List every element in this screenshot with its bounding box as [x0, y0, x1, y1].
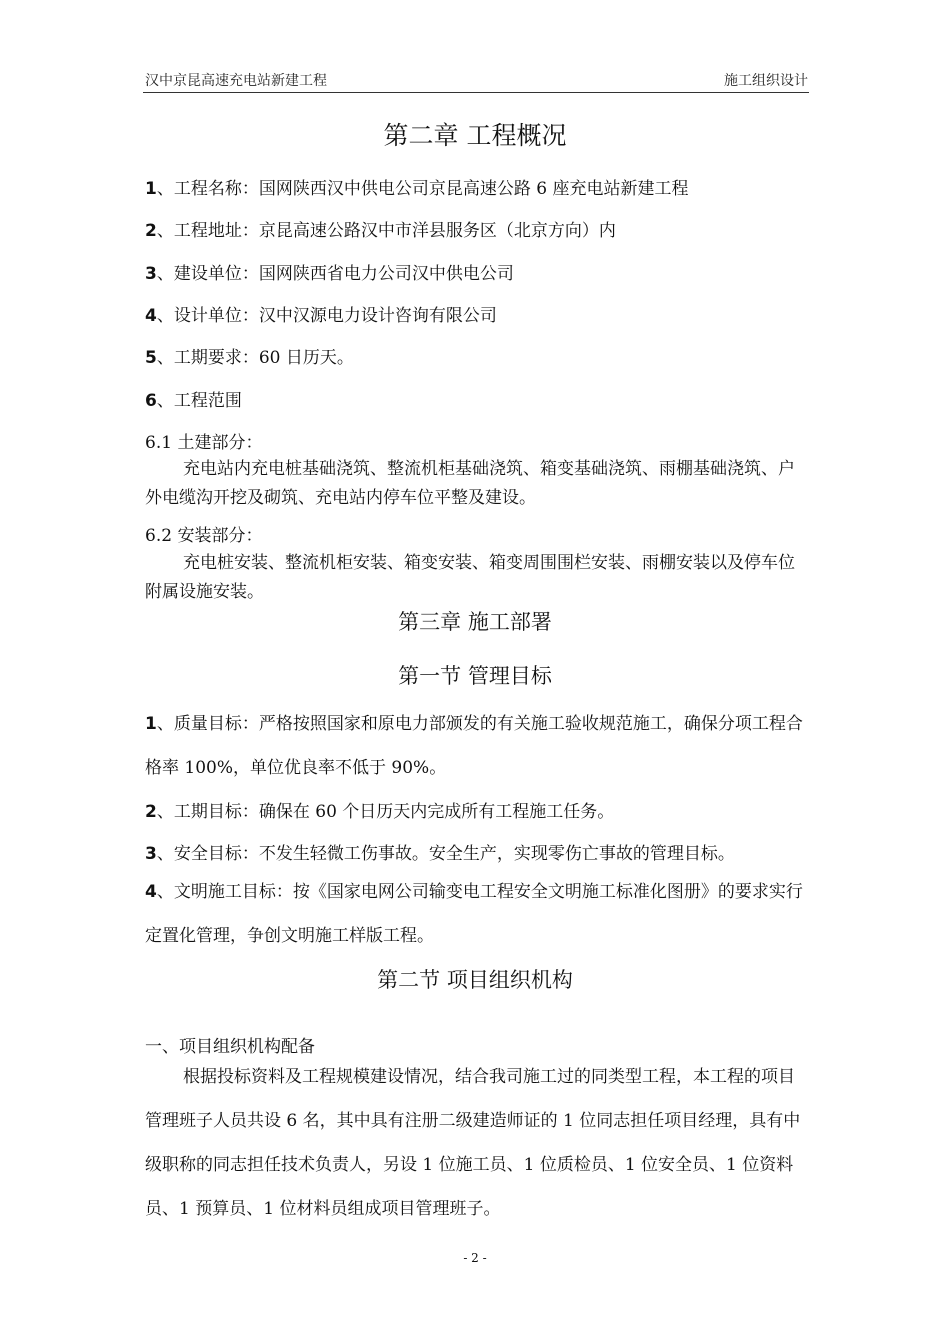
section1-title: 第一节 管理目标 [398, 664, 552, 688]
subsection-civil-body: 充电站内充电桩基础浇筑、整流机柜基础浇筑、箱变基础浇筑、雨棚基础浇筑、户外电缆沟开挖及砌筑、充电站内停车位平整及建设。 [145, 459, 795, 508]
chapter2-title: 第二章 工程概况 [383, 121, 567, 150]
goal-3 [145, 839, 735, 864]
goal-4 [145, 870, 810, 958]
item-text: 、设计单位：汉中汉源电力设计咨询有限公司 [156, 306, 497, 326]
item-text: 、工程范围 [156, 391, 242, 411]
item-text: 、工程名称：国网陕西汉中供电公司京昆高速公路 6 座充电站新建工程 [156, 179, 689, 199]
subsection-civil-title: 6.1 土建部分： [145, 433, 263, 453]
org-body: 根据投标资料及工程规模建设情况，结合我司施工过的同类型工程，本工程的项目管理班子人员共设 6 名，其中具有注册二级建造师证的 1 位同志担任项目经理，具有中级职称的同志担任技术负责人，另设 1 位施工员、1 位质检员、1 位安全员、1 位资料员、1 预算员、1 位材料员组成项目管理班子。 [145, 1067, 801, 1219]
chapter2-item-6 [145, 386, 242, 411]
goal-number: 2 [145, 802, 157, 822]
header-rule [143, 92, 809, 93]
item-number: 6 [145, 391, 157, 411]
header-right: 施工组织设计 [724, 73, 808, 89]
page-number: - 2 - [463, 1251, 487, 1265]
chapter2-item-1 [145, 174, 688, 199]
item-number: 1 [145, 179, 157, 199]
item-text: 、建设单位：国网陕西省电力公司汉中供电公司 [156, 264, 514, 284]
chapter3-title: 第三章 施工部署 [398, 610, 552, 634]
goal-2 [145, 797, 614, 822]
goal-number: 3 [145, 844, 157, 864]
goal-1 [145, 702, 810, 790]
chapter2-item-4 [145, 301, 497, 326]
goal-text: 、质量目标：严格按照国家和原电力部颁发的有关施工验收规范施工，确保分项工程合格率 100%，单位优良率不低于 90%。 [145, 714, 803, 778]
item-number: 4 [145, 306, 157, 326]
chapter2-item-5 [145, 343, 354, 368]
item-text: 、工程地址：京昆高速公路汉中市洋县服务区（北京方向）内 [156, 221, 616, 241]
chapter2-item-3 [145, 259, 514, 284]
chapter2-item-2 [145, 216, 616, 241]
subsection-install-body: 充电桩安装、整流机柜安装、箱变安装、箱变周围围栏安装、雨棚安装以及停车位附属设施安装。 [145, 553, 795, 602]
goal-number: 1 [145, 714, 157, 734]
section2-title: 第二节 项目组织机构 [377, 968, 573, 992]
item-text: 、工期要求：60 日历天。 [156, 348, 354, 368]
header-left: 汉中京昆高速充电站新建工程 [145, 73, 327, 89]
org-heading: 一、项目组织机构配备 [145, 1037, 315, 1057]
goal-number: 4 [145, 882, 157, 902]
goal-text: 、文明施工目标：按《国家电网公司输变电工程安全文明施工标准化图册》的要求实行定置化管理，争创文明施工样版工程。 [145, 882, 803, 946]
subsection-install-title: 6.2 安装部分： [145, 526, 263, 546]
item-number: 5 [145, 348, 157, 368]
item-number: 2 [145, 221, 157, 241]
goal-text: 、工期目标：确保在 60 个日历天内完成所有工程施工任务。 [156, 802, 615, 822]
goal-text: 、安全目标：不发生轻微工伤事故。安全生产，实现零伤亡事故的管理目标。 [156, 844, 735, 864]
item-number: 3 [145, 264, 157, 284]
